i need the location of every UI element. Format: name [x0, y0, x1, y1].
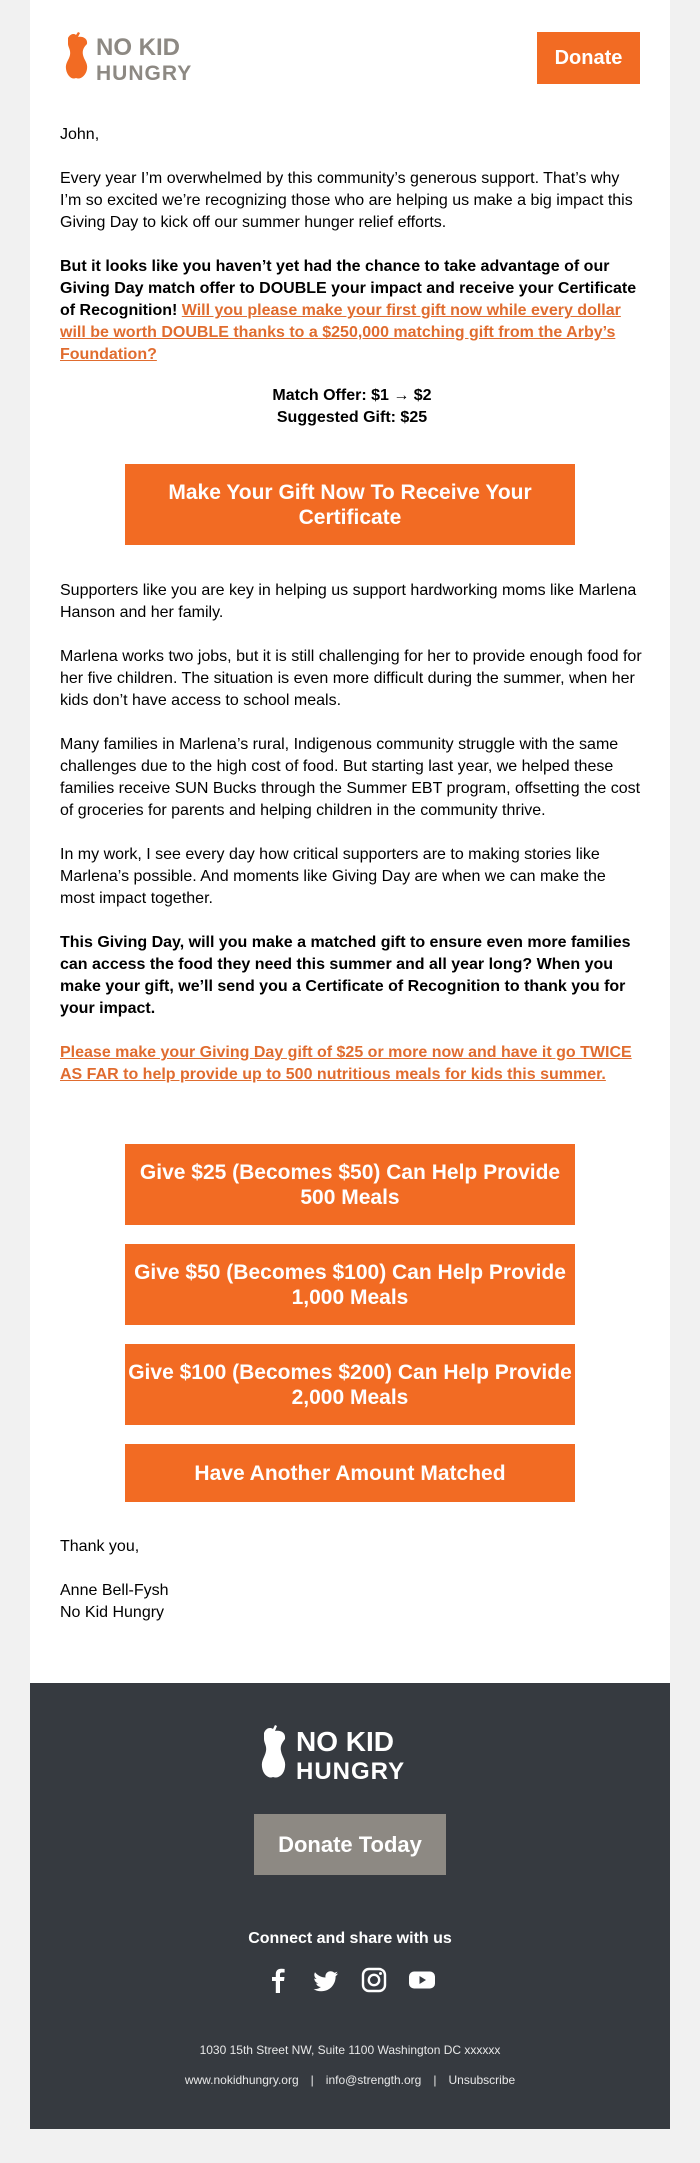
- story-paragraph-3: Many families in Marlena’s rural, Indigenous community struggle with the same challenges due to the high cost of food. But starting last year, we helped these families receive SUN Bucks through the Summer EBT program, offsetting the cost of groceries for parents and helping children in the community thrive.: [60, 736, 641, 819]
- website-link[interactable]: www.nokidhungry.org: [184, 2073, 299, 2087]
- give-100-button[interactable]: Give $100 (Becomes $200) Can Help Provide 2,000 Meals: [125, 1344, 575, 1425]
- match-ask-bold: But it looks like you haven’t yet had the chance to take advantage of our Giving Day match offer to DOUBLE your impact and receive your Certificate of Recognition!: [60, 258, 637, 319]
- story-paragraph-4: In my work, I see every day how critical supporters are to making stories like Marlena’s possible. And moments like Giving Day are when we can make the most impact together.: [60, 846, 606, 907]
- footer-links: [30, 2073, 670, 2087]
- donate-today-button[interactable]: Donate Today: [254, 1814, 446, 1875]
- email-body: [30, 0, 670, 2129]
- apple-core-icon: [262, 1725, 285, 1778]
- connect-heading: Connect and share with us: [248, 1930, 452, 1947]
- signoff-thanks: Thank you,: [60, 1538, 140, 1555]
- match-offer: Match Offer: $1 → $2: [272, 387, 432, 404]
- logo-text-bottom: HUNGRY: [96, 62, 193, 85]
- link-ask[interactable]: Please make your Giving Day gift of $25 or more now and have it go TWICE AS FAR to help provide up to 500 nutritious meals for kids this summer.: [60, 1044, 632, 1083]
- email-link[interactable]: info@strength.org: [325, 2073, 422, 2087]
- match-ask-link[interactable]: Will you please make your first gift now while every dollar will be worth DOUBLE thanks to a $250,000 matching gift from the Arby’s Foundation?: [60, 302, 621, 363]
- signoff-org: No Kid Hungry: [60, 1604, 165, 1621]
- greeting: John,: [60, 126, 100, 143]
- separator: |: [433, 2073, 437, 2087]
- bold-ask-paragraph: This Giving Day, will you make a matched gift to ensure even more families can access the food they need this summer and all year long? When you make your gift, we’ll send you a Certificate of Recognition to thank you for your impact.: [60, 934, 631, 1017]
- logo-text-top: NO KID: [96, 34, 180, 61]
- make-gift-button[interactable]: Make Your Gift Now To Receive Your Certificate: [125, 464, 575, 545]
- give-50-button[interactable]: Give $50 (Becomes $100) Can Help Provide 1,000 Meals: [125, 1244, 575, 1325]
- no-kid-hungry-logo[interactable]: [62, 30, 222, 86]
- give-25-button[interactable]: Give $25 (Becomes $50) Can Help Provide 500 Meals: [125, 1144, 575, 1225]
- footer-logo-text-bottom: HUNGRY: [296, 1758, 406, 1785]
- twitter-icon[interactable]: [311, 1965, 341, 1995]
- match-ask-paragraph: [60, 256, 644, 366]
- youtube-icon[interactable]: [407, 1965, 437, 1995]
- footer-logo-text-top: NO KID: [296, 1726, 394, 1757]
- instagram-icon[interactable]: [359, 1965, 389, 1995]
- other-amount-button[interactable]: Have Another Amount Matched: [125, 1444, 575, 1502]
- unsubscribe-link[interactable]: Unsubscribe: [448, 2073, 516, 2087]
- social-links: [30, 1965, 670, 1995]
- suggested-gift: Suggested Gift: $25: [276, 409, 428, 426]
- intro-paragraph: Every year I’m overwhelmed by this community’s generous support. That’s why I’m so excited we’re recognizing those who are helping us make a big impact this Giving Day to kick off our summer hunger relief efforts.: [60, 170, 633, 231]
- separator: |: [310, 2073, 314, 2087]
- facebook-icon[interactable]: [263, 1965, 293, 1995]
- story-paragraph-2: Marlena works two jobs, but it is still challenging for her to provide enough food for her five children. The situation is even more difficult during the summer, when her kids don’t have access to school meals.: [60, 648, 642, 709]
- footer-logo[interactable]: [258, 1723, 442, 1787]
- signoff-name: Anne Bell-Fysh: [60, 1582, 169, 1599]
- apple-core-icon: [66, 32, 87, 79]
- donate-button[interactable]: Donate: [537, 32, 640, 84]
- footer: [30, 1683, 670, 2129]
- story-paragraph-1: Supporters like you are key in helping us support hardworking moms like Marlena Hanson and her family.: [60, 582, 637, 621]
- footer-address: 1030 15th Street NW, Suite 1100 Washington DC xxxxxx: [199, 2043, 501, 2057]
